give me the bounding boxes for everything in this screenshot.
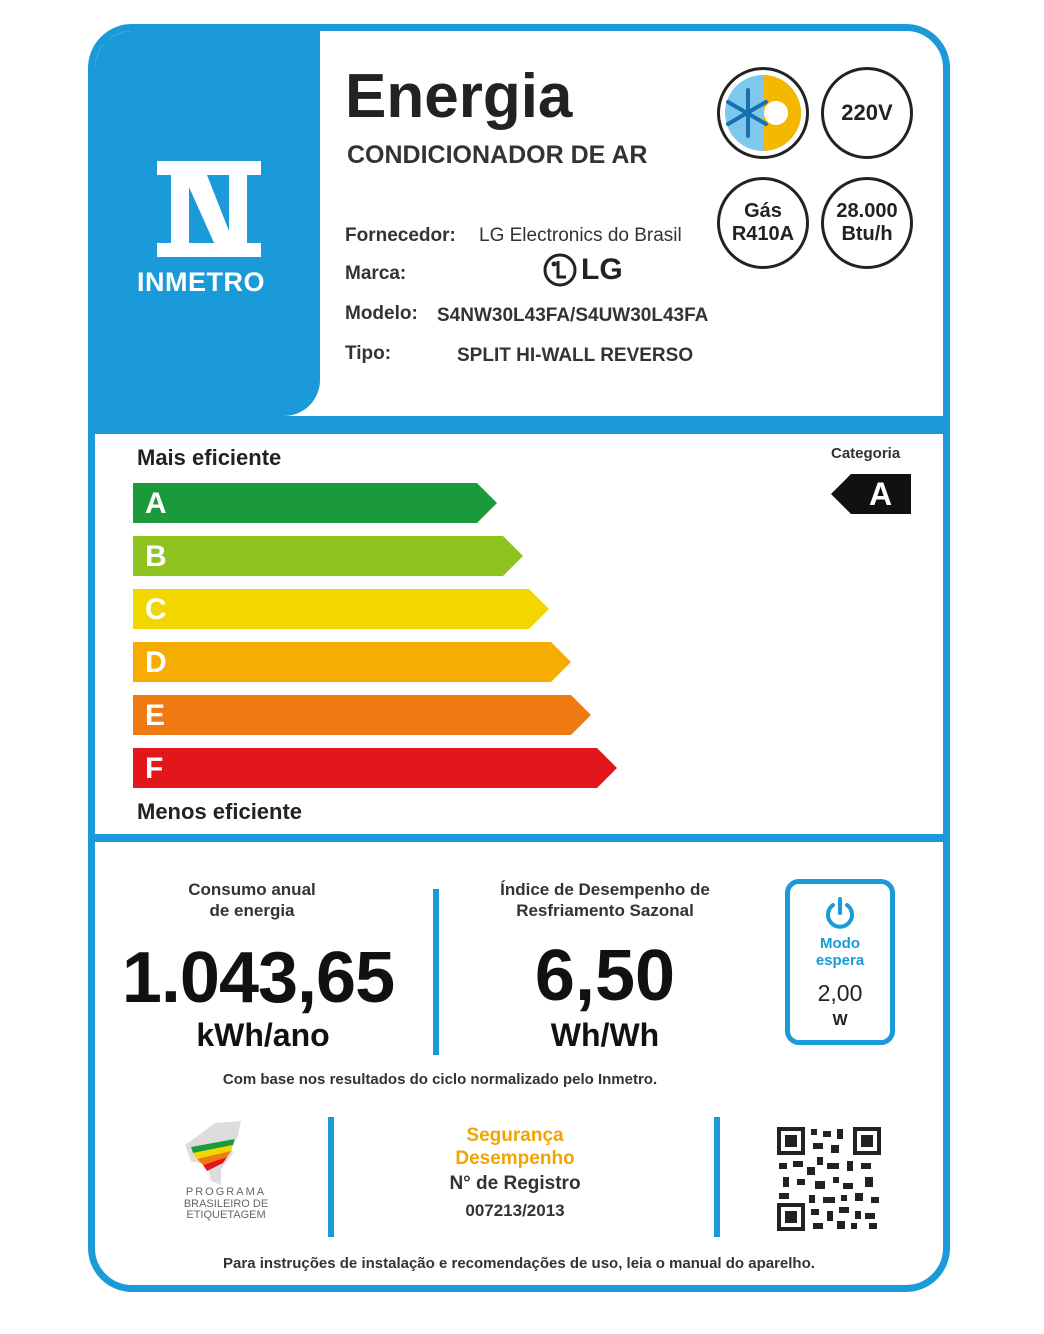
efficiency-class-letter: C <box>145 593 167 626</box>
efficiency-class-letter: E <box>145 699 166 732</box>
program-logo <box>161 1121 291 1231</box>
model-label: Modelo: <box>345 303 418 324</box>
divider <box>714 1117 720 1237</box>
page-title: Energia <box>345 62 573 131</box>
instructions: Para instruções de instalação e recomendações de uso, leia o manual do aparelho. <box>223 1255 815 1272</box>
supplier-value: LG Electronics do Brasil <box>479 225 682 246</box>
voltage-badge: 220V <box>821 67 913 159</box>
divider <box>95 416 943 434</box>
efficiency-class-letter: A <box>145 487 167 520</box>
efficiency-class-a <box>133 483 497 523</box>
inmetro-panel <box>95 31 320 416</box>
footnote: Com base nos resultados do ciclo normalizado pelo Inmetro. <box>222 1071 658 1088</box>
capacity-badge: 28.000 Btu/h <box>821 177 913 269</box>
least-efficient-label: Menos eficiente <box>137 799 303 824</box>
efficiency-class-b <box>133 536 523 576</box>
heating-cooling-icon <box>717 67 809 159</box>
gas-badge: Gás R410A <box>717 177 809 269</box>
type-label: Tipo: <box>345 343 392 364</box>
inmetro-brand: INMETRO <box>137 267 265 297</box>
efficiency-class-d <box>133 642 571 682</box>
energy-label <box>88 24 950 1292</box>
registry-block <box>395 1125 635 1222</box>
most-efficient-label: Mais eficiente <box>137 445 282 470</box>
consumption-label: Consumo anual de energia <box>188 880 316 921</box>
model-value: S4NW30L43FA/S4UW30L43FA <box>437 305 709 326</box>
page-subtitle: CONDICIONADOR DE AR <box>347 141 648 169</box>
standby-label: Modo espera <box>815 935 865 969</box>
consumption-value: 1.043,65 <box>121 938 395 1018</box>
type-value: SPLIT HI-WALL REVERSO <box>457 345 694 366</box>
registry-number: 007213/2013 <box>465 1201 565 1221</box>
qr-code-icon <box>777 1127 881 1231</box>
inmetro-logo-icon <box>157 161 261 257</box>
category-label: Categoria <box>831 445 901 462</box>
power-icon <box>824 896 856 930</box>
registry-performance: Desempenho <box>455 1147 575 1169</box>
divider <box>95 834 943 842</box>
performance-label: Índice de Desempenho de Resfriamento Sazonal <box>500 880 710 921</box>
brand-value: LG <box>581 253 623 286</box>
divider <box>433 889 439 1055</box>
supplier-label: Fornecedor: <box>345 225 456 246</box>
lg-logo <box>543 253 623 287</box>
brazil-map-icon <box>181 1121 261 1187</box>
efficiency-class-letter: D <box>145 646 167 679</box>
category-indicator <box>831 474 911 514</box>
performance-unit: Wh/Wh <box>550 1017 660 1053</box>
program-text: PROGRAMA BRASILEIRO DE ETIQUETAGEM <box>183 1186 269 1222</box>
efficiency-class-letter: F <box>145 752 164 785</box>
standby-unit: W <box>832 1012 848 1029</box>
registry-label: N° de Registro <box>449 1172 581 1194</box>
efficiency-class-c <box>133 589 549 629</box>
standby-box <box>785 879 895 1045</box>
lg-logo-icon <box>543 253 577 287</box>
consumption-unit: kWh/ano <box>196 1017 330 1053</box>
efficiency-class-letter: B <box>145 540 167 573</box>
category-value: A <box>869 476 893 512</box>
registry-safety: Segurança <box>466 1125 564 1146</box>
divider <box>328 1117 334 1237</box>
efficiency-class-e <box>133 695 591 735</box>
brand-label: Marca: <box>345 263 407 284</box>
performance-value: 6,50 <box>534 936 676 1016</box>
efficiency-class-f <box>133 748 617 788</box>
standby-value: 2,00 <box>817 980 863 1006</box>
